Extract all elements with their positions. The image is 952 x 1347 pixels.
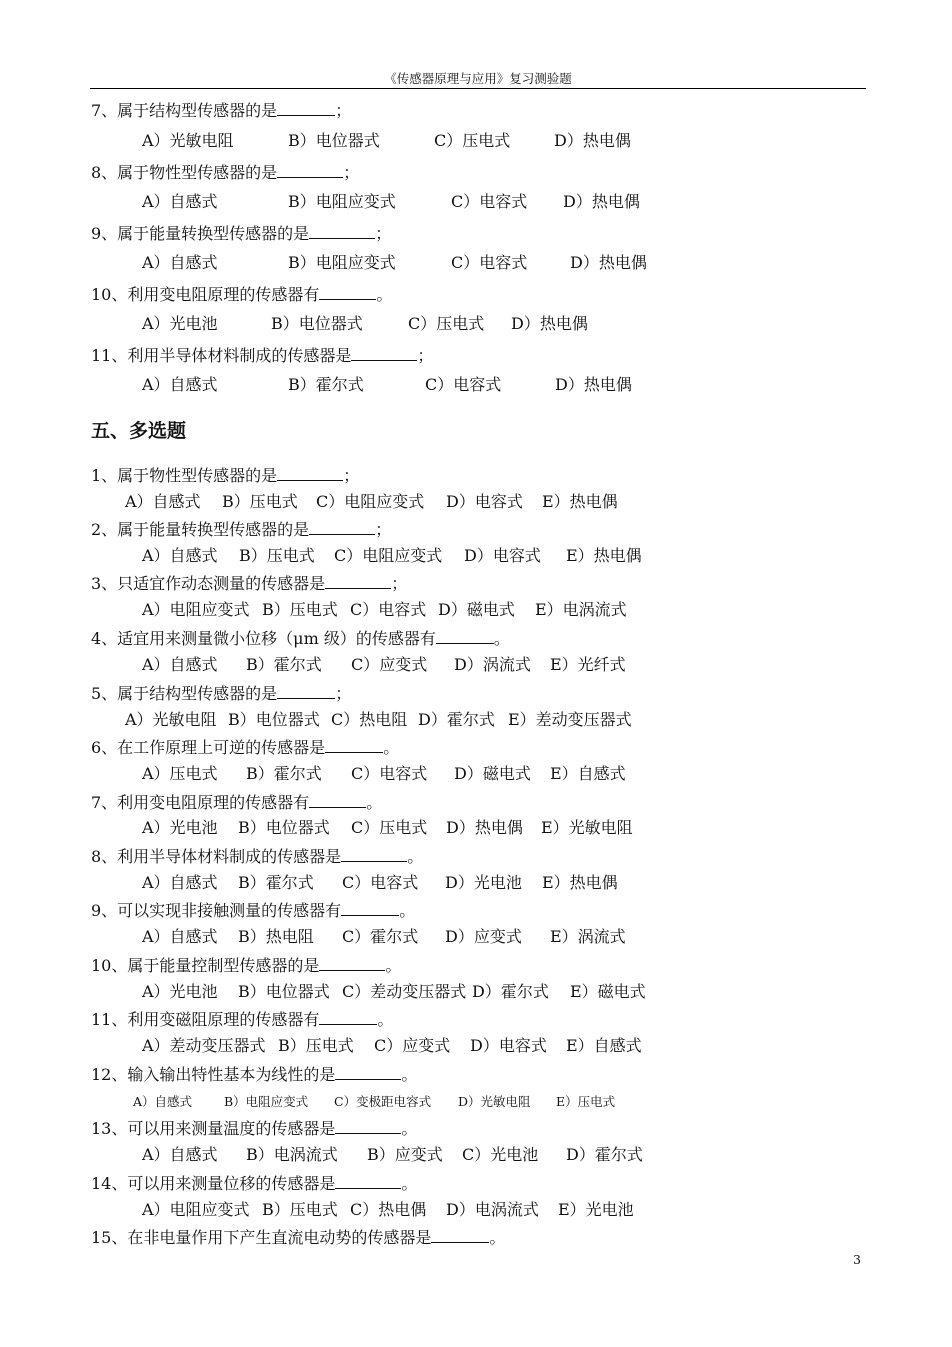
option-e[interactable]: E）压电式 [556,1094,616,1109]
option-e[interactable]: E）磁电式 [570,982,646,1001]
answer-blank[interactable] [335,1173,401,1189]
question-end: 。 [401,1174,418,1193]
option-c[interactable]: C）电容式 [351,764,428,783]
answer-blank[interactable] [319,284,376,300]
option-c[interactable]: C）霍尔式 [342,927,419,946]
options-row [0,131,952,151]
options-row [0,600,952,620]
question-text: 12、输入输出特性基本为线性的是 [91,1065,336,1084]
question-text: 5、属于结构型传感器的是 [91,684,278,703]
question-7 [91,100,351,121]
option-a[interactable]: A）自感式 [142,1145,218,1164]
option-e[interactable]: E）光电池 [558,1200,634,1219]
option-b[interactable]: B）霍尔式 [246,764,322,783]
question-text: 10、属于能量控制型传感器的是 [91,956,320,975]
option-b[interactable]: B）电涡流式 [246,1145,338,1164]
answer-blank[interactable] [277,100,335,116]
mquestion-5 [91,683,351,704]
question-text: 14、可以用来测量位移的传感器是 [91,1174,336,1193]
option-a[interactable]: A）自感式 [142,927,218,946]
answer-blank[interactable] [277,683,335,699]
question-text: 6、在工作原理上可逆的传感器是 [91,738,326,757]
option-b[interactable]: B）电阻应变式 [288,253,396,272]
options-row [0,492,952,512]
option-d[interactable]: D）霍尔式 [472,982,549,1001]
question-end: 。 [401,1065,418,1084]
option-e[interactable]: E）电涡流式 [535,600,627,619]
question-text: 7、利用变电阻原理的传感器有 [91,793,310,812]
answer-blank[interactable] [325,737,383,753]
question-end: ； [375,224,392,243]
option-a[interactable]: A）自感式 [142,192,218,211]
option-d[interactable]: D）霍尔式 [566,1145,643,1164]
question-9 [91,223,391,244]
options-row [0,1036,952,1056]
question-text: 11、利用半导体材料制成的传感器是 [91,346,352,365]
option-b[interactable]: B）霍尔式 [238,873,314,892]
question-text: 9、属于能量转换型传感器的是 [91,224,310,243]
option-b[interactable]: B）电位器式 [238,982,330,1001]
question-text: 7、属于结构型传感器的是 [91,101,278,120]
option-b[interactable]: B）霍尔式 [246,655,322,674]
mquestion-1 [91,465,359,486]
answer-blank[interactable] [319,955,385,971]
question-end: 。 [401,1119,418,1138]
options-row [0,314,952,334]
option-d[interactable]: D）热电偶 [570,253,647,272]
option-c[interactable]: C）压电式 [408,314,485,333]
mquestion-9 [91,900,415,921]
answer-blank[interactable] [309,519,375,535]
mquestion-10 [91,955,401,976]
question-end: ； [417,346,434,365]
option-b[interactable]: B）热电阻 [238,927,314,946]
option-b[interactable]: B）压电式 [262,1200,338,1219]
mquestion-14 [91,1173,417,1194]
option-d[interactable]: D）电容式 [446,492,523,511]
options-row [0,253,952,273]
answer-blank[interactable] [335,1118,401,1134]
option-e[interactable]: E）自感式 [566,1036,642,1055]
option-c[interactable]: C）电容式 [425,375,502,394]
option-b[interactable]: B）压电式 [278,1036,354,1055]
option-d[interactable]: D）涡流式 [454,655,531,674]
option-a[interactable]: A）压电式 [142,764,218,783]
mquestion-6 [91,737,399,758]
option-b[interactable]: B）霍尔式 [288,375,364,394]
question-end: 。 [489,1228,506,1247]
question-text: 15、在非电量作用下产生直流电动势的传感器是 [91,1228,432,1247]
options-row [0,982,952,1002]
options-row [0,927,952,947]
option-a[interactable]: A）自感式 [142,546,218,565]
page-header: 《传感器原理与应用》复习测验题 [90,70,866,89]
question-10 [91,284,392,305]
option-b[interactable]: B）压电式 [239,546,315,565]
options-row [0,873,952,893]
option-c[interactable]: C）变极距电容式 [334,1094,432,1109]
option-d[interactable]: D）热电偶 [563,192,640,211]
options-row [0,655,952,675]
answer-blank[interactable] [319,1009,377,1025]
mquestion-8 [91,846,423,867]
option-d[interactable]: D）电容式 [470,1036,547,1055]
option-d[interactable]: D）磁电式 [454,764,531,783]
option-c[interactable]: C）电阻应变式 [334,546,443,565]
mquestion-15 [91,1227,505,1248]
question-text: 3、只适宜作动态测量的传感器是 [91,574,326,593]
option-d[interactable]: D）电容式 [464,546,541,565]
mquestion-12 [91,1064,417,1085]
options-row [0,818,952,838]
mquestion-11 [91,1009,393,1030]
answer-blank[interactable] [436,628,494,644]
option-a[interactable]: A）电阻应变式 [142,1200,250,1219]
option-d[interactable]: D）应变式 [445,927,522,946]
option-a[interactable]: A）自感式 [142,375,218,394]
option-c[interactable]: C）压电式 [434,131,511,150]
answer-blank[interactable] [335,1064,401,1080]
question-end: ； [375,520,392,539]
option-a[interactable]: A）自感式 [142,253,218,272]
options-row [0,1200,952,1220]
question-end: 。 [385,956,402,975]
option-b[interactable]: B）电位器式 [271,314,363,333]
mquestion-7 [91,792,382,813]
option-c[interactable]: C）电容式 [451,253,528,272]
option-e[interactable]: E）自感式 [550,764,626,783]
answer-blank[interactable] [309,223,375,239]
option-e[interactable]: E）光纤式 [550,655,626,674]
question-end: ； [343,466,360,485]
option-b[interactable]: B）压电式 [222,492,298,511]
option-b[interactable]: B）电位器式 [288,131,380,150]
answer-blank[interactable] [277,465,343,481]
option-a[interactable]: A）自感式 [133,1094,193,1109]
question-end: ； [391,574,408,593]
option-d[interactable]: D）热电偶 [554,131,631,150]
question-text: 2、属于能量转换型传感器的是 [91,520,310,539]
option-c[interactable]: C）电阻应变式 [316,492,425,511]
question-text: 4、适宜用来测量微小位移（μm 级）的传感器有 [91,629,436,648]
section-title: 五、多选题 [91,420,187,442]
option-a[interactable]: A）光电池 [142,314,218,333]
option-c[interactable]: C）热电阻 [331,710,408,729]
option-a[interactable]: A）光敏电阻 [125,710,217,729]
question-text: 13、可以用来测量温度的传感器是 [91,1119,336,1138]
option-a[interactable]: A）光电池 [142,818,218,837]
option-a[interactable]: A）光敏电阻 [142,131,234,150]
option-c[interactable]: C）差动变压器式 [342,982,467,1001]
option-d[interactable]: D）电涡流式 [446,1200,539,1219]
options-row [0,710,952,730]
answer-blank[interactable] [351,345,417,361]
option-c[interactable]: C）电容式 [451,192,528,211]
option-e[interactable]: E）热电偶 [542,492,618,511]
question-text: 9、可以实现非接触测量的传感器有 [91,901,342,920]
mquestion-3 [91,573,407,594]
option-e[interactable]: E）热电偶 [566,546,642,565]
option-d[interactable]: D）霍尔式 [418,710,495,729]
options-row [0,546,952,566]
option-d[interactable]: D）光敏电阻 [458,1094,531,1109]
option-d[interactable]: D）光电池 [445,873,522,892]
answer-blank[interactable] [309,792,366,808]
mquestion-2 [91,519,391,540]
option-b[interactable]: B）电阻应变式 [288,192,396,211]
option-a[interactable]: A）自感式 [125,492,201,511]
question-end: 。 [407,847,424,866]
question-end: ； [343,163,360,182]
answer-blank[interactable] [277,162,343,178]
option-c[interactable]: C）电容式 [342,873,419,892]
option-b2[interactable]: B）应变式 [367,1145,443,1164]
mquestion-13 [91,1118,417,1139]
option-c[interactable]: C）电容式 [350,600,427,619]
options-row [0,764,952,784]
option-a[interactable]: A）差动变压器式 [142,1036,266,1055]
option-c[interactable]: C）应变式 [374,1036,451,1055]
option-a[interactable]: A）光电池 [142,982,218,1001]
option-c[interactable]: C）光电池 [462,1145,539,1164]
option-e[interactable]: E）差动变压器式 [508,710,632,729]
question-text: 8、利用半导体材料制成的传感器是 [91,847,342,866]
answer-blank[interactable] [325,573,391,589]
option-b[interactable]: B）电位器式 [238,818,330,837]
question-end: 。 [383,738,400,757]
question-11 [91,345,433,366]
page-number: 3 [853,1252,861,1267]
option-c[interactable]: C）应变式 [351,655,428,674]
question-end: 。 [493,629,510,648]
option-a[interactable]: A）自感式 [142,873,218,892]
answer-blank[interactable] [431,1227,489,1243]
options-row [0,192,952,212]
question-8 [91,162,359,183]
answer-blank[interactable] [341,900,399,916]
option-d[interactable]: D）磁电式 [438,600,515,619]
question-text: 11、利用变磁阻原理的传感器有 [91,1010,320,1029]
option-e[interactable]: E）涡流式 [550,927,626,946]
answer-blank[interactable] [341,846,407,862]
option-d[interactable]: D）热电偶 [555,375,632,394]
options-row [0,1145,952,1165]
option-d[interactable]: D）热电偶 [446,818,523,837]
mquestion-4 [91,628,510,649]
options-row [0,1092,952,1112]
option-b[interactable]: B）电位器式 [228,710,320,729]
question-end: ； [335,101,352,120]
option-d[interactable]: D）热电偶 [511,314,588,333]
option-c[interactable]: C）压电式 [351,818,428,837]
option-a[interactable]: A）自感式 [142,655,218,674]
options-row [0,375,952,395]
question-end: 。 [377,1010,394,1029]
question-end: ； [335,684,352,703]
question-end: 。 [376,285,393,304]
option-b[interactable]: B）电阻应变式 [224,1094,309,1109]
question-end: 。 [399,901,416,920]
question-end: 。 [366,793,383,812]
question-text: 8、属于物性型传感器的是 [91,163,278,182]
question-text: 1、属于物性型传感器的是 [91,466,278,485]
option-e[interactable]: E）热电偶 [542,873,618,892]
option-c[interactable]: C）热电偶 [350,1200,427,1219]
option-a[interactable]: A）电阻应变式 [142,600,250,619]
option-e[interactable]: E）光敏电阻 [541,818,633,837]
question-text: 10、利用变电阻原理的传感器有 [91,285,320,304]
option-b[interactable]: B）压电式 [262,600,338,619]
